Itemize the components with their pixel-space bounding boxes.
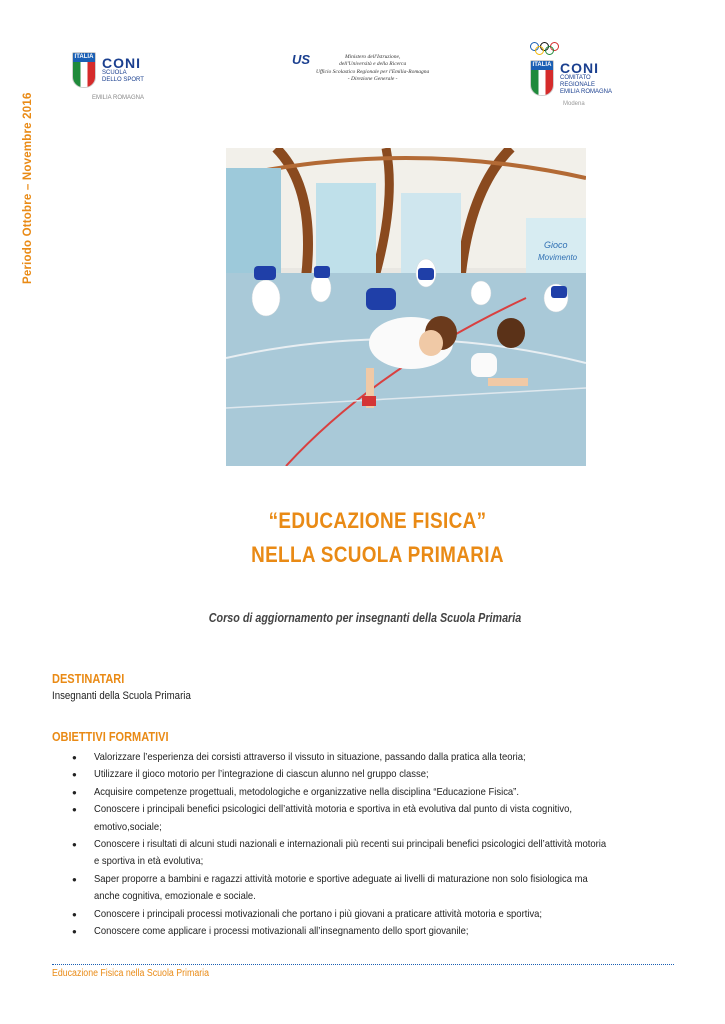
list-item-continuation: anche cognitiva, emozionale e sociale.	[94, 890, 256, 903]
italia-shield-icon: ITALIA	[530, 60, 554, 96]
us-mark-icon: US	[292, 52, 311, 67]
wall-text-gioco: Gioco	[544, 240, 568, 250]
left-logo-caption: EMILIA ROMAGNA	[92, 95, 145, 101]
list-item: ● Conoscere come applicare i processi motivazionali all’insegnamento dello sport giovanile;	[70, 923, 710, 940]
list-item: ● Conoscere i principali benefici psicologici dell’attività motoria e sportiva in età evolutiva dal punto di vista cognitivo,	[70, 801, 710, 818]
footer-divider	[52, 964, 674, 965]
gym-children-photo	[226, 148, 586, 466]
wall-text-movimento: Movimento	[538, 253, 578, 262]
title-line-2: NELLA SCUOLA PRIMARIA	[251, 542, 504, 567]
obiettivi-heading: OBIETTIVI FORMATIVI	[52, 730, 169, 744]
obiettivi-list	[70, 749, 710, 940]
coni-brand: CONI	[102, 55, 141, 71]
footer-title: Educazione Fisica nella Scuola Primaria	[52, 968, 210, 979]
list-item: ● Acquisire competenze progettuali, metodologiche e organizzative nella disciplina “Educazione Fisica”.	[70, 784, 710, 801]
destinatari-heading: DESTINATARI	[52, 672, 125, 686]
course-subtitle: Corso di aggiornamento per insegnanti della Scuola Primaria	[208, 611, 522, 625]
period-label: Periodo Ottobre – Novembre 2016	[22, 92, 34, 284]
list-item-continuation: e sportiva in età evolutiva;	[94, 855, 204, 868]
coni-scuola-logo: ITALIA CONI SCUOLA DELLO SPORT	[72, 52, 144, 88]
olympic-rings-icon	[530, 42, 560, 58]
list-item: ● Saper proporre a bambini e ragazzi attività motorie e sportive adeguate ai livelli di maturazione non solo fisiologica ma	[70, 871, 710, 888]
destinatari-text: Insegnanti della Scuola Primaria	[52, 690, 191, 702]
list-item: ● Utilizzare il gioco motorio per l’integrazione di ciascun alunno nel gruppo classe;	[70, 766, 710, 783]
list-item: ● Valorizzare l’esperienza dei corsisti attraverso il vissuto in situazione, passando dalla pratica alla teoria;	[70, 749, 710, 766]
italia-shield-icon: ITALIA	[72, 52, 96, 88]
list-item: ● Conoscere i principali processi motivazionali che portano i più giovani a praticare attività motoria e sportiva;	[70, 906, 710, 923]
usr-emilia-romagna-logo: US Ministero dell'Istruzione, dell'Università e della Ricerca Ufficio Scolastico Regionale per l'Emilia-Romagna - Direzione Generale -	[292, 52, 430, 83]
list-item-continuation: emotivo,sociale;	[94, 820, 162, 833]
list-item: ● Conoscere i risultati di alcuni studi nazionali e internazionali più recenti sui principali benefici psicologici dell’attività motoria	[70, 836, 710, 853]
title-line-1: “EDUCAZIONE FISICA”	[268, 508, 487, 533]
coni-regionale-logo: ITALIA CONI COMITATO REGIONALE EMILIA ROMAGNA	[530, 60, 612, 96]
right-logo-caption: Modena	[563, 101, 585, 107]
